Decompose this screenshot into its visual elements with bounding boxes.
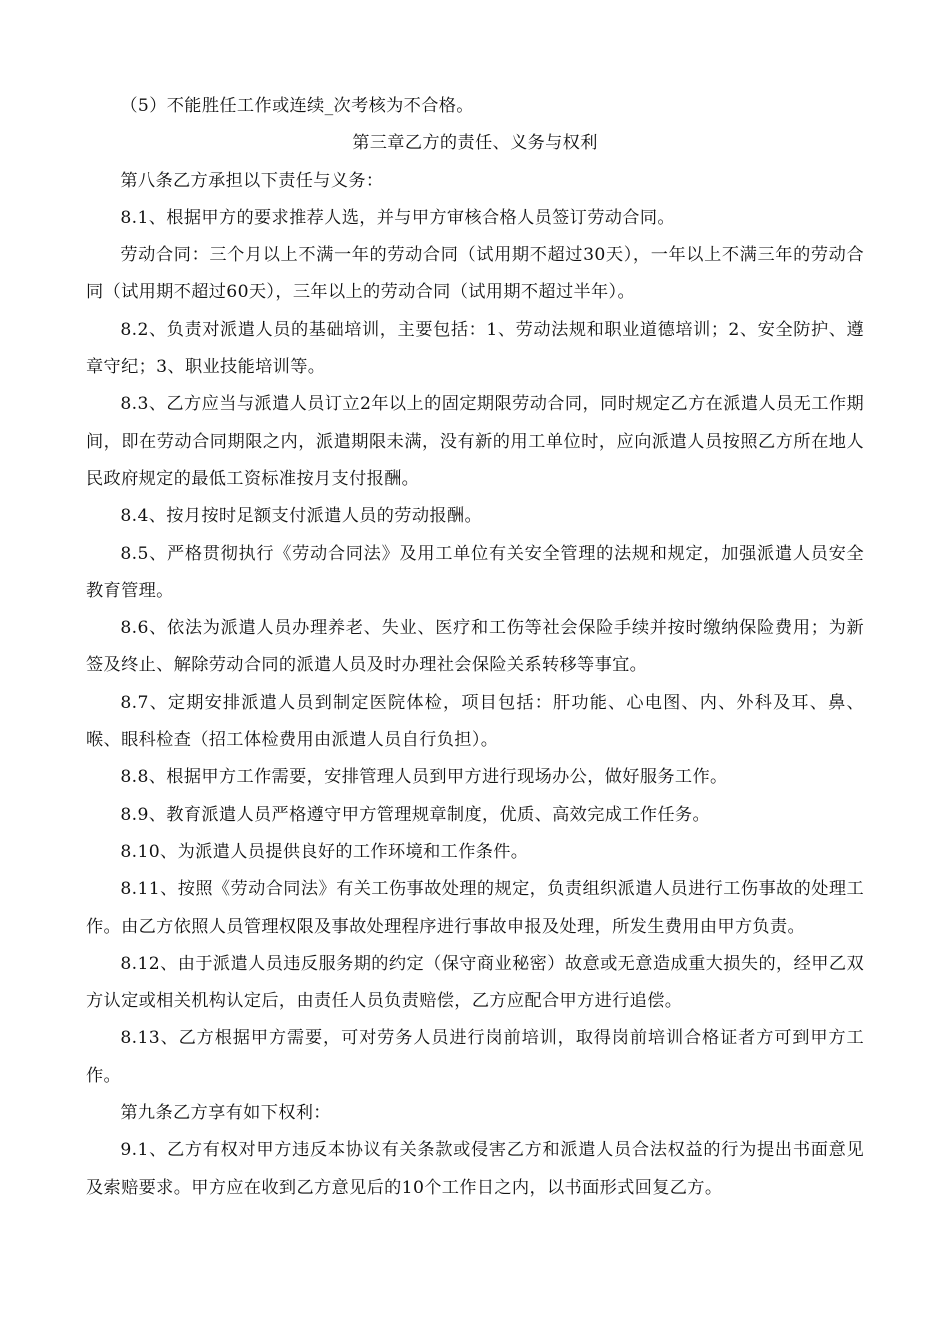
article-8-heading: 第八条乙方承担以下责任与义务： xyxy=(120,170,384,191)
clause-8-7: 8.7、定期安排派遣人员到制定医院体检，项目包括：肝功能、心电图、内、外科及耳、鼻、喉、眼科检查（招工体检费用由派遣人员自行负担）。 xyxy=(86,692,864,751)
clause-8-4: 8.4、按月按时足额支付派遣人员的劳动报酬。 xyxy=(120,506,482,527)
labor-contract-terms: 劳动合同：三个月以上不满一年的劳动合同（试用期不超过30天），一年以上不满三年的劳动合同（试用期不超过60天），三年以上的劳动合同（试用期不超过半年）。 xyxy=(86,245,864,303)
clause-9-1: 9.1、乙方有权对甲方违反本协议有关条款或侵害乙方和派遣人员合法权益的行为提出书面意见及索赔要求。甲方应在收到乙方意见后的10个工作日之内，以书面形式回复乙方。 xyxy=(86,1140,864,1198)
clause-8-2: 8.2、负责对派遣人员的基础培训，主要包括：1、劳动法规和职业道德培训；2、安全防护、遵章守纪；3、职业技能培训等。 xyxy=(86,319,864,378)
clause-8-3: 8.3、乙方应当与派遣人员订立2年以上的固定期限劳动合同，同时规定乙方在派遣人员无工作期间，即在劳动合同期限之内，派遣期限未满，没有新的用工单位时，应向派遣人员按照乙方所在地人民政府规定的最低工资标准按月支付报酬。 xyxy=(86,394,864,489)
clause-8-13: 8.13、乙方根据甲方需要，可对劳务人员进行岗前培训，取得岗前培训合格证者方可到甲方工作。 xyxy=(86,1028,864,1086)
clause-8-12: 8.12、由于派遣人员违反服务期的约定（保守商业秘密）故意或无意造成重大损失的，经甲乙双方认定或相关机构认定后，由责任人员负责赔偿，乙方应配合甲方进行追偿。 xyxy=(86,953,864,1012)
clause-item-5: （5）不能胜任工作或连续_次考核为不合格。 xyxy=(120,96,474,116)
clause-8-11: 8.11、按照《劳动合同法》有关工伤事故处理的规定，负责组织派遣人员进行工伤事故的处理工作。由乙方依照人员管理权限及事故处理程序进行事故申报及处理，所发生费用由甲方负责。 xyxy=(86,879,864,937)
article-9-heading: 第九条乙方享有如下权利： xyxy=(120,1103,331,1124)
chapter-heading: 第三章乙方的责任、义务与权利 xyxy=(352,133,598,154)
clause-8-10: 8.10、为派遣人员提供良好的工作环境和工作条件。 xyxy=(120,841,529,862)
clause-8-1: 8.1、根据甲方的要求推荐人选，并与甲方审核合格人员签订劳动合同。 xyxy=(120,207,675,228)
clause-8-8: 8.8、根据甲方工作需要，安排管理人员到甲方进行现场办公，做好服务工作。 xyxy=(120,767,728,788)
clause-8-6: 8.6、依法为派遣人员办理养老、失业、医疗和工伤等社会保险手续并按时缴纳保险费用；为新签及终止、解除劳动合同的派遣人员及时办理社会保险关系转移等事宜。 xyxy=(86,618,864,676)
clause-8-9: 8.9、教育派遣人员严格遵守甲方管理规章制度，优质、高效完成工作任务。 xyxy=(120,804,710,825)
clause-8-5: 8.5、严格贯彻执行《劳动合同法》及用工单位有关安全管理的法规和规定，加强派遣人员安全教育管理。 xyxy=(86,543,864,601)
